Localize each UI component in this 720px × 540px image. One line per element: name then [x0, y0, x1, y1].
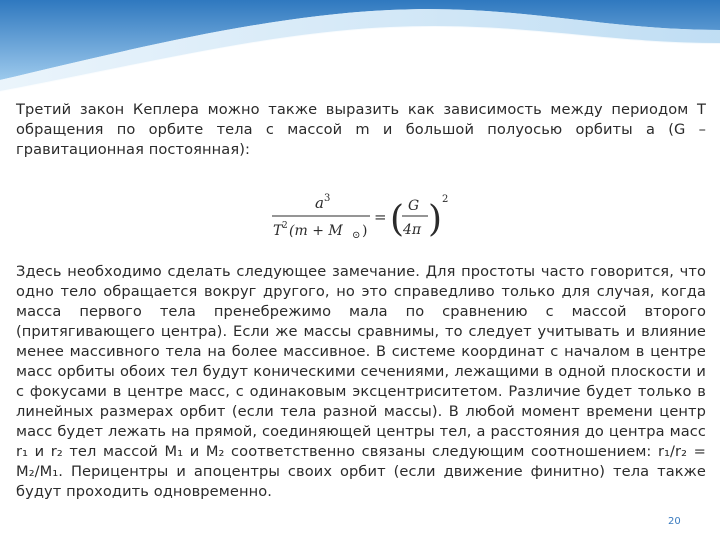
page-number: 20: [668, 516, 681, 527]
remark-paragraph: Здесь необходимо сделать следующее замечание. Для простоты часто говорится, что одно тело обращается вокруг другого, но это справедливо только для случая, когда масса первого тела пренебрежимо мала по сравнению с массой второго (притягивающего центра). Если же массы сравнимы, то следует учитывать и влияние менее массивного тела на более массивное. В системе координат с началом в центре масс орбиты обоих тел будут коническими сечениями, лежащими в одной плоскости и с фокусами в центре масс, с одинаковым эксцентриситетом. Различие будет только в линейных размерах орбит (если тела разной массы). В любой момент времени центр масс будет лежать на прямой, соединяющей центры тел, а расстояния до центра масс r₁ и r₂ тел массой M₁ и M₂ соответственно связаны следующим соотношением: r₁/r₂ = M₂/M₁. Перицентры и апоцентры своих орбит (если движение финитно) тела также будут проходить одновременно.: [16, 263, 706, 500]
formula-denominator-T-exponent: 2: [282, 221, 288, 231]
formula-denominator-T: T: [273, 223, 283, 239]
formula-denominator-rest: (m + M: [289, 223, 343, 239]
formula-rhs-numerator: G: [408, 198, 420, 214]
formula-rhs-close-paren: ): [428, 199, 443, 240]
kepler-third-law-formula: [270, 192, 470, 248]
slide-body: [16, 100, 706, 160]
sun-symbol-icon: ⊙: [352, 230, 361, 241]
remark-paragraph-container: [16, 262, 706, 502]
formula-rhs-denominator: 4π: [403, 222, 422, 238]
formula-numerator: a: [315, 194, 324, 212]
formula-numerator-exponent: 3: [324, 193, 331, 204]
formula-rhs-open-paren: (: [390, 199, 405, 240]
intro-paragraph: Третий закон Кеплера можно также выразить как зависимость между периодом T обращения по орбите тела с массой m и большой полуосью орбиты a (G – гравитационная постоянная):: [16, 101, 706, 158]
header-wave-decoration: [0, 0, 720, 92]
formula-equals: =: [374, 208, 387, 226]
formula-denominator-close: ): [362, 223, 368, 239]
formula-rhs-exponent: 2: [442, 194, 449, 205]
